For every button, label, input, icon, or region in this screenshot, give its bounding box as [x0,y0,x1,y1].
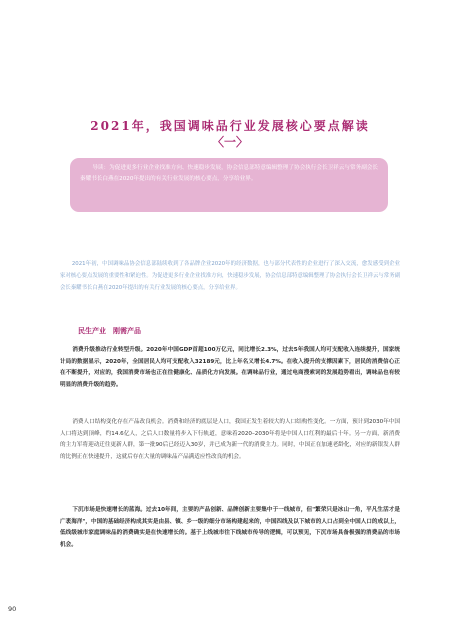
intro-paragraph: 2021年初，中国调味品协会信息部陆续收到了各品牌企业2020年的经济数据，也与部分代表性的企业进行了深入交流，愈发感受到企业家对核心要点发展的重要性和紧迫性。为促进更多行业企业找准方向，快速稳步发展，协会信息部特意编辑整理了协会执行会长卫祥云与常务副会长秦耀书长白燕在2020年提出的有关行业发展的核心要点，分享给业界。 [60,261,400,291]
body-paragraph-consumption-upgrade: 消费升级推动行业转型升级。2020年中国GDP首超100万亿元，同比增长2.3%，过去5年我国人均可支配收入连续提升，国家统计局的数据显示，2020年，全国居民人均可支配收入32189元，比上年名义增长4.7%。在收入提升的支撑因素下，居民的消费信心正在不断提升，对应的，我国消费市场也正在往健康化、品质化方向发展。在调味品行业，通过电商搜索词的发展趋势看出，调味品也有较明显的消费升级的趋势。 [60,347,400,388]
page-number: 90 [8,605,17,613]
body-paragraph-lower-tier-market: 下沉市场是快速增长的蓝海。过去10年间，主要的产品创新、品牌创新主要集中于一线城市，但"繁荣只是冰山一角，平凡生活才是广袤海洋"，中国的基础经济构成其实是由县、镇、乡一级的细分市场构建起来的，中国四线及以下城市的人口占到全中国人口的成以上，低线级城市家庭调味品的消费确实是在快速增长的。基于上线城市往下线城市传导的逻辑，可以预见，下沉市场具备极强的消费品的市场机会。 [60,507,400,548]
lead-text: 导读：为促进更多行业企业找准方向、快速稳步发展，协会信息部特意编辑整理了协会执行会长卫祥云与常务副会长秦耀书长白燕在2020年提出的有关行业发展的核心要点，分享给业界。 [80,165,378,182]
section-heading: 民生产业 刚需产品 [78,327,141,335]
lead-box [70,158,388,212]
article-title: 2021年，我国调味品行业发展核心要点解读 [90,119,370,133]
article-subtitle: 〈一〉 [211,135,248,149]
body-paragraph-population-structure: 消费人口结构变化存在产品改良机会。消费和经济的底层是人口，我国正发生着较大的人口结构性变化。一方面，预计到2030年中国人口将达到顶峰，约14.6亿人，之后人口数量将步入下行轨道，意味着2020–2030年将是中国人口红利的最后十年。另一方面，新消费的主力军将迎动迁往更新人群，第一批90后已经迈入30岁，并已成为新一代的消费主力。同时，中国正在加速老龄化，对应的新银发人群的比例正在快速提升，这就后存在大量的调味品产品满适应性改良的机会。 [60,419,400,460]
